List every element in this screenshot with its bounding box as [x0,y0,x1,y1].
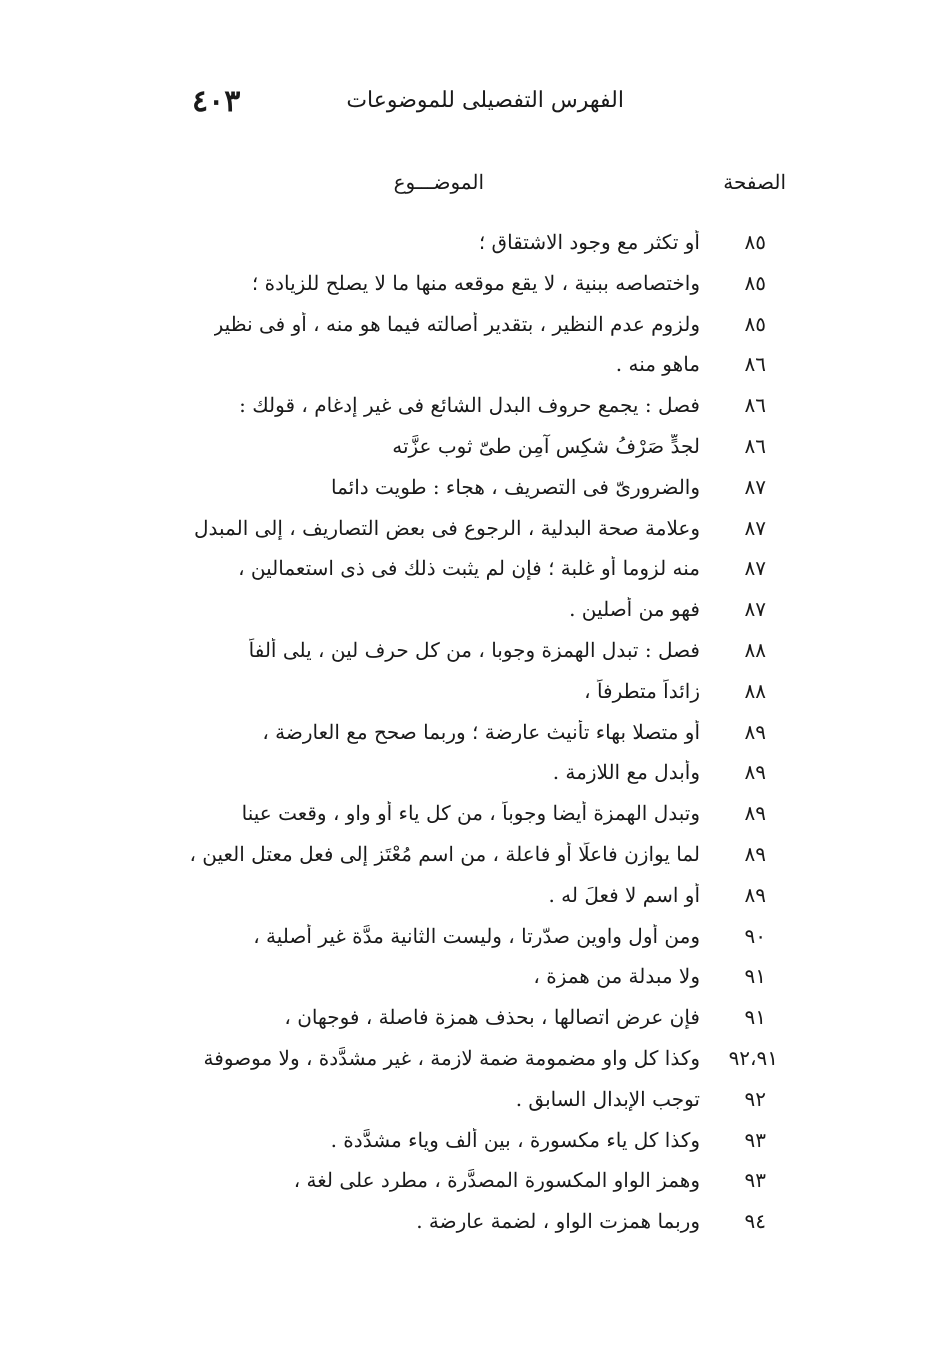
entry-topic: ولا مبدلة من همزة ، [533,964,700,989]
entry-topic: زائداً متطرفاً ، [584,678,700,703]
entry-page-number: ٩٤ [744,1209,766,1234]
entry-topic: وهمز الواو المكسورة المصدَّرة ، مطرد على لغة ، [293,1168,700,1193]
entry-topic: وعلامة صحة البدلية ، الرجوع فى بعض التصاريف ، إلى المبدل [193,515,700,540]
page-number: ٤٠٣ [192,84,241,119]
entry-topic: لجدٍّ صَرْفُ شكِس آمِن طىّ ثوب عزَّته [392,433,700,458]
entry-topic: وكذا كل واو مضمومة ضمة لازمة ، غير مشدَّدة ، ولا موصوفة [203,1045,700,1070]
running-title: الفهرس التفصيلى للموضوعات [346,88,624,113]
entry-page-number: ٨٩ [744,882,766,907]
index-entry [0,795,936,836]
column-headers [0,170,936,204]
entry-page-number: ٨٥ [744,270,766,295]
entry-topic: منه لزوما أو غلبة ؛ فإن لم يثبت ذلك فى ذى استعمالين ، [238,556,700,581]
entry-page-number: ٩٠ [744,923,766,948]
entry-page-number: ٨٦ [744,433,766,458]
entry-topic: توجب الإبدال السابق . [515,1086,700,1111]
running-head [0,84,936,124]
index-entries [0,224,936,1244]
entry-topic: ولزوم عدم النظير ، بتقدير أصالته فيما هو منه ، أو فى نظير [213,311,700,336]
entry-page-number: ٨٥ [744,311,766,336]
entry-page-number: ٩١ [744,1005,766,1030]
entry-topic: والضرورىّ فى التصريف ، هجاء : طويت دائما [330,474,700,499]
entry-topic: فهو من أصلين . [569,597,700,622]
entry-topic: فصل : تبدل الهمزة وجوبا ، من كل حرف لين ، يلى ألفاً [248,637,700,662]
entry-page-number: ٨٩ [744,841,766,866]
index-entry [0,918,936,959]
index-entry [0,714,936,755]
index-entry [0,265,936,306]
entry-topic: وكذا كل ياء مكسورة ، بين ألف وياء مشدَّدة . [330,1127,700,1152]
index-entry [0,958,936,999]
index-entry [0,1122,936,1163]
entry-page-number: ٨٩ [744,801,766,826]
entry-topic: ماهو منه . [615,352,700,377]
column-header-page: الصفحة [723,170,786,194]
index-entry [0,1040,936,1081]
index-entry [0,428,936,469]
index-entry [0,224,936,265]
index-entry [0,346,936,387]
entry-topic: أو اسم لا فعلَ له . [548,882,700,907]
entry-page-number: ٨٦ [744,393,766,418]
entry-page-number: ٩٢ [744,1086,766,1111]
entry-page-number: ٩٢،٩١ [728,1045,778,1070]
index-entry [0,387,936,428]
entry-page-number: ٨٩ [744,719,766,744]
index-entry [0,836,936,877]
index-entry [0,510,936,551]
entry-topic: وأبدل مع اللازمة . [552,760,700,785]
index-entry [0,1203,936,1244]
entry-topic: فصل : يجمع حروف البدل الشائع فى غير إدغام ، قولك : [239,393,700,418]
entry-page-number: ٨٨ [744,637,766,662]
entry-page-number: ٨٧ [744,556,766,581]
entry-topic: وربما همزت الواو ، لضمة عارضة . [416,1209,700,1234]
entry-topic: لما يوازن فاعلًا أو فاعلة ، من اسم مُعْتَزٍ إلى فعل معتل العين ، [189,841,700,866]
index-entry [0,877,936,918]
entry-page-number: ٨٨ [744,678,766,703]
entry-page-number: ٨٧ [744,597,766,622]
index-entry [0,306,936,347]
entry-page-number: ٩٣ [744,1168,766,1193]
entry-topic: واختصاصه ببنية ، لا يقع موقعه منها ما لا يصلح للزيادة ؛ [251,270,700,295]
entry-topic: أو متصلا بهاء تأنيث عارضة ؛ وربما صحح مع العارضة ، [262,719,700,744]
entry-topic: أو تكثر مع وجود الاشتقاق ؛ [478,230,700,254]
entry-page-number: ٩٣ [744,1127,766,1152]
index-entry [0,591,936,632]
index-entry [0,550,936,591]
entry-page-number: ٨٧ [744,474,766,499]
index-entry [0,469,936,510]
entry-page-number: ٨٥ [744,230,766,254]
index-entry [0,1162,936,1203]
index-entry [0,999,936,1040]
entry-page-number: ٨٦ [744,352,766,377]
entry-page-number: ٩١ [744,964,766,989]
index-entry [0,673,936,714]
entry-topic: ومن أول واوين صدّرتا ، وليست الثانية مدَّة غير أصلية ، [253,923,700,948]
entry-page-number: ٨٧ [744,515,766,540]
index-entry [0,754,936,795]
index-entry [0,1081,936,1122]
entry-topic: فإن عرض اتصالها ، بحذف همزة فاصلة ، فوجهان ، [284,1005,700,1030]
column-header-topic: الموضـــوع [393,170,484,194]
index-entry [0,632,936,673]
entry-page-number: ٨٩ [744,760,766,785]
entry-topic: وتبدل الهمزة أيضا وجوباً ، من كل ياء أو واو ، وقعت عينا [241,801,700,826]
